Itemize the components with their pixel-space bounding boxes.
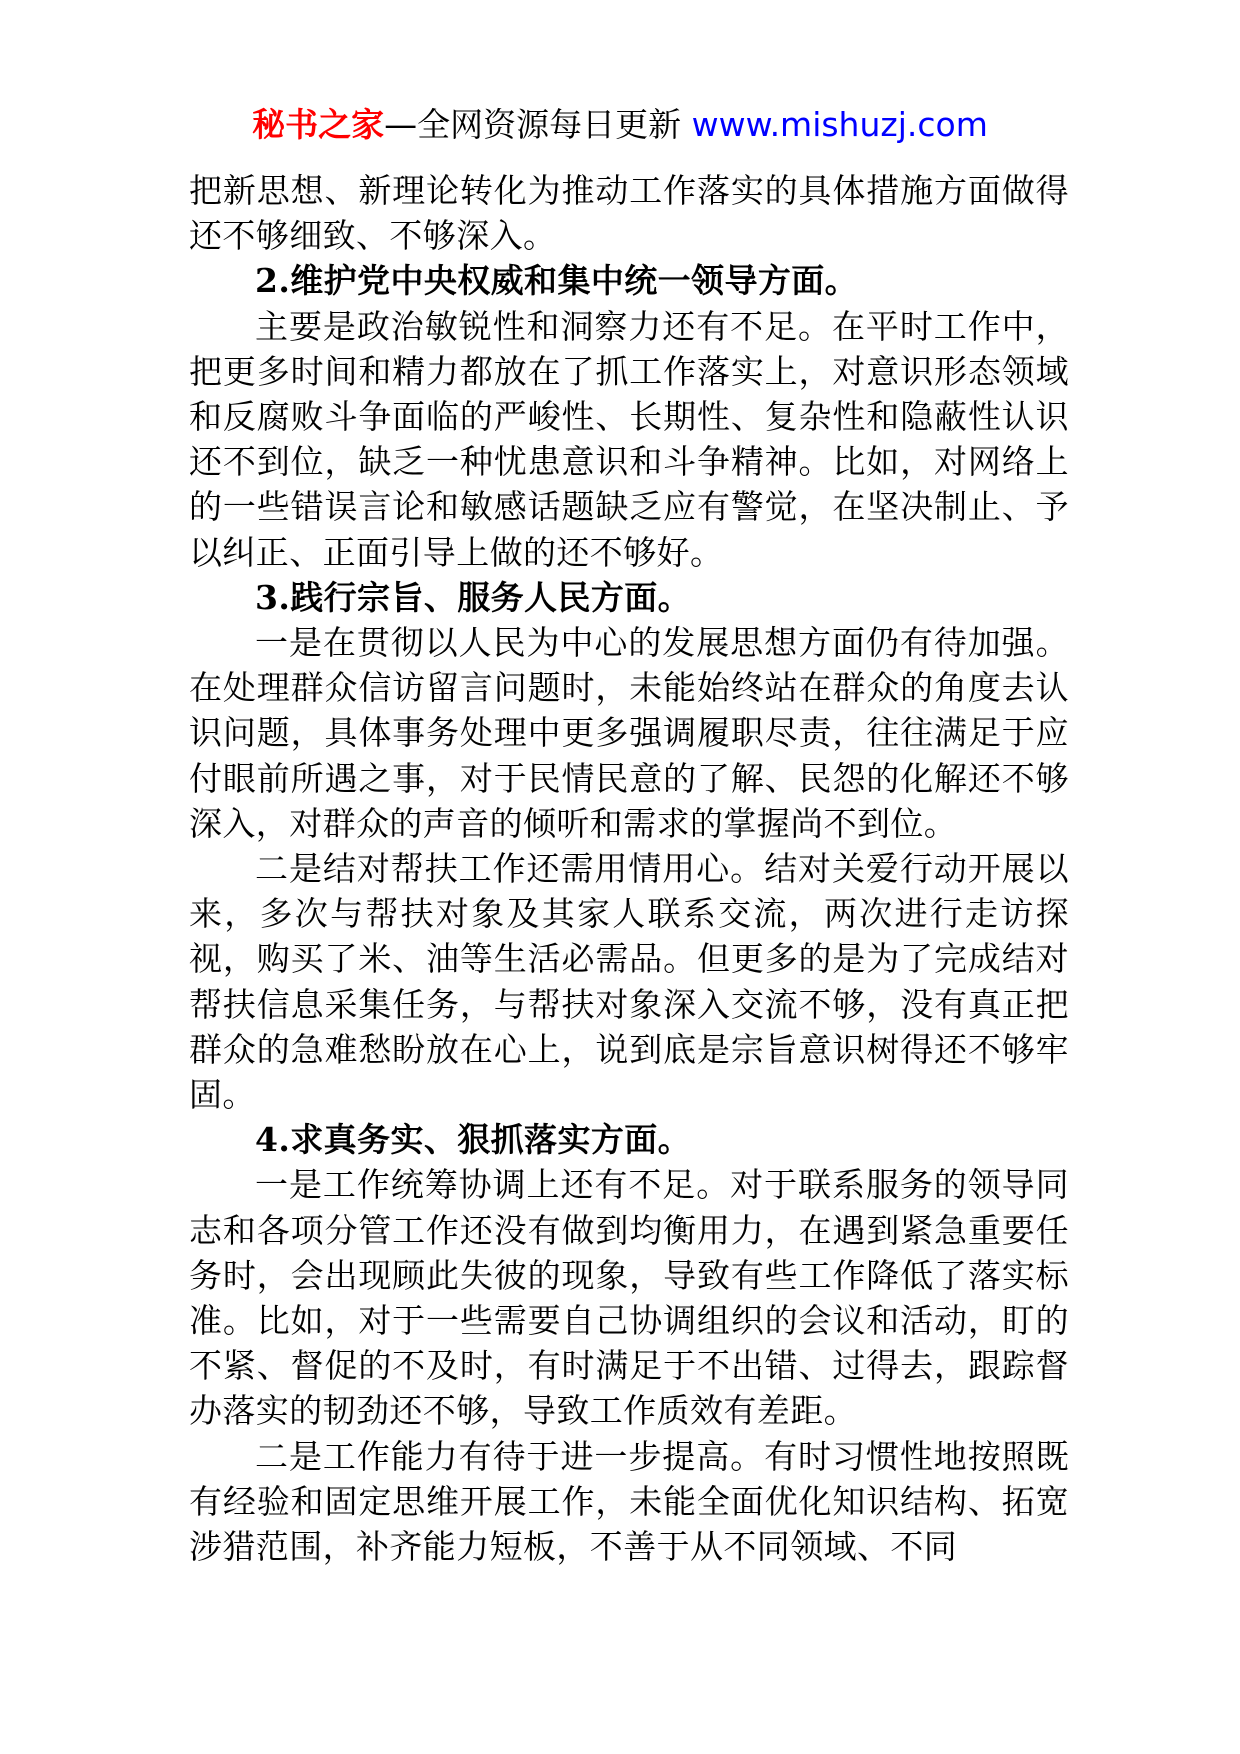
paragraph-body: 二是结对帮扶工作还需用情用心。结对关爱行动开展以来，多次与帮扶对象及其家人联系交流，两次进行走访探视，购买了米、油等生活必需品。但更多的是为了完成结对帮扶信息采集任务，与帮扶对象深入交流不够，没有真正把群众的急难愁盼放在心上，说到底是宗旨意识树得还不够牢固。 xyxy=(189,849,1069,1115)
site-header xyxy=(0,100,1240,150)
document-body xyxy=(189,168,1069,1569)
paragraph-body: 二是工作能力有待于进一步提高。有时习惯性地按照既有经验和固定思维开展工作，未能全面优化知识结构、拓宽涉猎范围，补齐能力短板，不善于从不同领域、不同 xyxy=(189,1436,1069,1567)
paragraph-continuation: 把新思想、新理论转化为推动工作落实的具体措施方面做得还不够细致、不够深入。 xyxy=(189,171,1069,256)
paragraph-body: 一是在贯彻以人民为中心的发展思想方面仍有待加强。在处理群众信访留言问题时，未能始终站在群众的角度去认识问题，具体事务处理中更多强调履职尽责，往往满足于应付眼前所遇之事，对于民情民意的了解、民怨的化解还不够深入，对群众的声音的倾听和需求的掌握尚不到位。 xyxy=(189,623,1069,843)
site-brand: 秘书之家 xyxy=(252,105,385,144)
section-heading-3: 3.践行宗旨、服务人民方面。 xyxy=(255,577,692,617)
paragraph-body: 一是工作统筹协调上还有不足。对于联系服务的领导同志和各项分管工作还没有做到均衡用力，在遇到紧急重要任务时，会出现顾此失彼的现象，导致有些工作降低了落实标准。比如，对于一些需要自己协调组织的会议和活动，盯的不紧、督促的不及时，有时满足于不出错、过得去，跟踪督办落实的韧劲还不够，导致工作质效有差距。 xyxy=(189,1165,1069,1431)
section-heading-4: 4.求真务实、狠抓落实方面。 xyxy=(255,1120,692,1160)
site-url[interactable]: www.mishuzj.com xyxy=(691,105,988,144)
section-heading-2: 2.维护党中央权威和集中统一领导方面。 xyxy=(255,261,859,301)
paragraph-body: 主要是政治敏锐性和洞察力还有不足。在平时工作中，把更多时间和精力都放在了抓工作落实上，对意识形态领域和反腐败斗争面临的严峻性、长期性、复杂性和隐蔽性认识还不到位，缺乏一种忧患意识和斗争精神。比如，对网络上的一些错误言论和敏感话题缺乏应有警觉，在坚决制止、予以纠正、正面引导上做的还不够好。 xyxy=(189,306,1069,572)
site-slogan: —全网资源每日更新 xyxy=(384,105,682,144)
